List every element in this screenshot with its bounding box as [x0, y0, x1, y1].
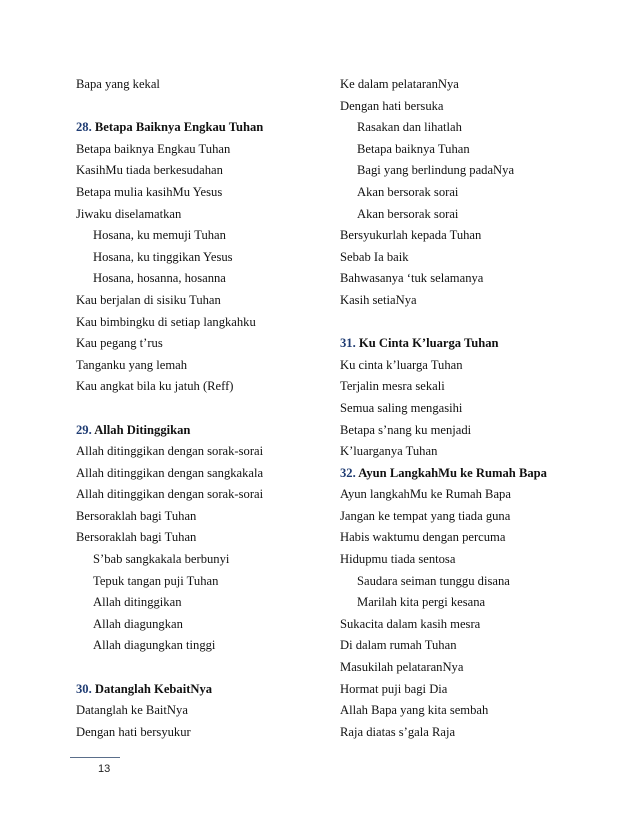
page-number: 13	[98, 763, 111, 775]
lyric-line: Allah ditinggikan dengan sorak-sorai	[76, 487, 264, 502]
lyric-line: Kau bimbingku di setiap langkahku	[76, 314, 256, 329]
song-number: 28.	[76, 120, 92, 135]
blank-line	[340, 312, 600, 334]
lyric-line: Kau berjalan di sisiku Tuhan	[76, 292, 221, 307]
lyric-line: Tanganku yang lemah	[76, 357, 188, 372]
song-number: 30.	[76, 681, 92, 696]
lyric-line: Betapa baiknya Tuhan	[357, 141, 470, 156]
lyric-line: Kasih setiaNya	[340, 292, 417, 307]
song-title: Ku Cinta K’luarga Tuhan	[355, 336, 499, 351]
lyric-line: Ayun langkahMu ke Rumah Bapa	[340, 487, 511, 502]
lyric-line: Masukilah pelataranNya	[340, 660, 464, 675]
lyric-line: Kau pegang t’rus	[76, 336, 163, 351]
song-title: Datanglah KebaitNya	[91, 681, 213, 696]
song-heading	[76, 117, 326, 139]
lyric-line: Betapa baiknya Engkau Tuhan	[76, 141, 231, 156]
lyric-line: KasihMu tiada berkesudahan	[76, 163, 223, 178]
song-heading	[76, 679, 326, 701]
song-heading	[76, 420, 326, 442]
lyric-line: Dengan hati bersuka	[340, 98, 444, 113]
song-number: 29.	[76, 422, 92, 437]
lyric-line: Allah ditinggikan	[93, 595, 182, 610]
lyric-line: Hosana, ku tinggikan Yesus	[93, 249, 233, 264]
blank-line	[76, 398, 326, 420]
song-title: Ayun LangkahMu ke Rumah Bapa	[355, 465, 547, 480]
lyric-line: Sukacita dalam kasih mesra	[340, 616, 481, 631]
lyric-line: Terjalin mesra sekali	[340, 379, 445, 394]
lyric-line: Hormat puji bagi Dia	[340, 681, 448, 696]
lyric-line: Betapa s’nang ku menjadi	[340, 422, 472, 437]
song-title: Allah Ditinggikan	[91, 422, 191, 437]
lyric-line: Allah ditinggikan dengan sorak-sorai	[76, 444, 264, 459]
lyric-line: Ku cinta k’luarga Tuhan	[340, 357, 463, 372]
lyric-line: K’luarganya Tuhan	[340, 444, 438, 459]
lyric-line: Hosana, hosanna, hosanna	[93, 271, 226, 286]
lyric-line: Raja diatas s’gala Raja	[340, 724, 456, 739]
lyric-line: Di dalam rumah Tuhan	[340, 638, 457, 653]
blank-line	[76, 657, 326, 679]
lyric-line: Akan bersorak sorai	[357, 184, 459, 199]
lyric-line: Allah diagungkan tinggi	[93, 638, 216, 653]
song-number: 31.	[340, 336, 356, 351]
lyric-line: Bahwasanya ‘tuk selamanya	[340, 271, 484, 286]
lyric-line: Dengan hati bersyukur	[76, 724, 191, 739]
blank-line	[76, 96, 326, 118]
lyric-line: Sebab Ia baik	[340, 249, 409, 264]
lyric-line: Allah diagungkan	[93, 616, 183, 631]
lyric-line: Marilah kita pergi kesana	[357, 595, 486, 610]
lyric-line: Betapa mulia kasihMu Yesus	[76, 184, 223, 199]
lyric-line: Saudara seiman tunggu disana	[357, 573, 510, 588]
lyric-line: Habis waktumu dengan percuma	[340, 530, 506, 545]
lyric-line: Hosana, ku memuji Tuhan	[93, 228, 226, 243]
lyric-line: Jiwaku diselamatkan	[76, 206, 182, 221]
lyric-line: Semua saling mengasihi	[340, 400, 463, 415]
lyric-line: Allah Bapa yang kita sembah	[340, 703, 489, 718]
song-heading	[340, 463, 600, 485]
song-title: Betapa Baiknya Engkau Tuhan	[91, 120, 264, 135]
song-heading	[340, 333, 600, 355]
lyric-line: Bersoraklah bagi Tuhan	[76, 508, 197, 523]
left-text-column	[76, 74, 326, 743]
lyric-line: Bagi yang berlindung padaNya	[357, 163, 515, 178]
lyric-line: Tepuk tangan puji Tuhan	[93, 573, 219, 588]
footer-divider	[70, 757, 120, 758]
lyric-line: Hidupmu tiada sentosa	[340, 552, 456, 567]
lyric-line: Datanglah ke BaitNya	[76, 703, 188, 718]
lyric-line: Ke dalam pelataranNya	[340, 77, 459, 91]
lyric-line: Bapa yang kekal	[76, 77, 160, 91]
song-number: 32.	[340, 465, 356, 480]
lyric-line: Akan bersorak sorai	[357, 206, 459, 221]
lyric-line: Jangan ke tempat yang tiada guna	[340, 508, 511, 523]
lyric-line: Bersoraklah bagi Tuhan	[76, 530, 197, 545]
lyric-line: Bersyukurlah kepada Tuhan	[340, 228, 482, 243]
right-text-column	[340, 74, 600, 743]
lyric-line: Rasakan dan lihatlah	[357, 120, 462, 135]
lyric-line: Kau angkat bila ku jatuh (Reff)	[76, 379, 234, 394]
lyric-line: Allah ditinggikan dengan sangkakala	[76, 465, 264, 480]
lyric-line: S’bab sangkakala berbunyi	[93, 552, 230, 567]
